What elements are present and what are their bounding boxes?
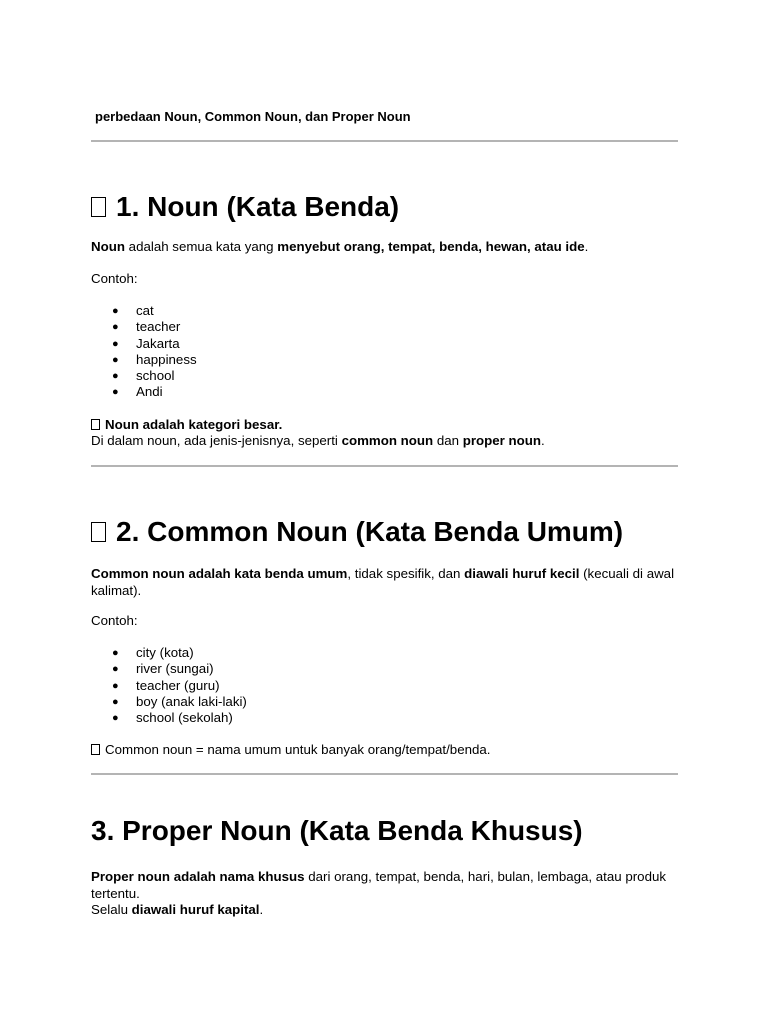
section-2-heading: 2. Common Noun (Kata Benda Umum) bbox=[91, 516, 623, 548]
list-item: ● school (sekolah) bbox=[91, 710, 247, 726]
list-item: ● Andi bbox=[91, 384, 197, 400]
section-1-example-list bbox=[91, 303, 197, 401]
divider bbox=[91, 773, 678, 775]
list-item: ● river (sungai) bbox=[91, 661, 247, 677]
list-item: ● cat bbox=[91, 303, 197, 319]
divider bbox=[91, 465, 678, 467]
section-3-heading: 3. Proper Noun (Kata Benda Khusus) bbox=[91, 815, 583, 846]
list-item: ● teacher bbox=[91, 319, 197, 335]
section-2-definition: Common noun adalah kata benda umum, tidak spesifik, dan diawali huruf kecil (kecuali di awal kalimat). bbox=[91, 566, 675, 598]
missing-glyph-icon bbox=[91, 744, 100, 755]
list-item: ● happiness bbox=[91, 352, 197, 368]
section-2-note: Common noun = nama umum untuk banyak orang/tempat/benda. bbox=[91, 742, 678, 759]
list-item: ● city (kota) bbox=[91, 645, 247, 661]
section-3-capital-note: Selalu diawali huruf kapital. bbox=[91, 902, 264, 917]
section-1-note: Noun adalah kategori besar. bbox=[91, 417, 678, 434]
missing-glyph-icon bbox=[91, 419, 100, 430]
section-2-example-list bbox=[91, 645, 247, 726]
section-1-contoh-label: Contoh: bbox=[91, 271, 138, 286]
list-item: ● boy (anak laki-laki) bbox=[91, 694, 247, 710]
list-item: ● Jakarta bbox=[91, 336, 197, 352]
divider bbox=[91, 140, 678, 142]
section-1-definition: Noun adalah semua kata yang menyebut orang, tempat, benda, hewan, atau ide. bbox=[91, 239, 589, 254]
missing-glyph-icon bbox=[91, 197, 106, 217]
section-3-definition: Proper noun adalah nama khusus dari orang, tempat, benda, hari, bulan, lembaga, atau produk tertentu. bbox=[91, 869, 667, 901]
list-item: ● teacher (guru) bbox=[91, 678, 247, 694]
section-2-contoh-label: Contoh: bbox=[91, 613, 138, 628]
list-item: ● school bbox=[91, 368, 197, 384]
section-1-note-detail: Di dalam noun, ada jenis-jenisnya, seperti common noun dan proper noun. bbox=[91, 433, 545, 448]
document-title: perbedaan Noun, Common Noun, dan Proper Noun bbox=[95, 109, 411, 124]
section-1-heading: 1. Noun (Kata Benda) bbox=[91, 191, 399, 223]
missing-glyph-icon bbox=[91, 522, 106, 542]
